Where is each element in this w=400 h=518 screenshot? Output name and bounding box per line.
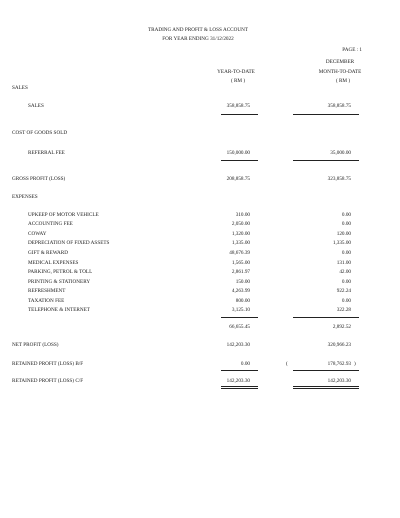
expense-ytd: 3,125.10 (231, 307, 250, 313)
referral-fee-mtd: 35,000.00 (330, 150, 351, 156)
expense-ytd: 800.00 (235, 298, 250, 304)
expense-mtd: 322.28 (336, 307, 351, 313)
expense-label: PRINTING & STATIONERY (28, 279, 91, 285)
mtd-header-month: DECEMBER (325, 59, 355, 65)
retained-bf-ytd: 0.00 (240, 361, 250, 367)
expenses-mtd-rule (293, 317, 359, 318)
sales-ytd-rule (221, 114, 258, 115)
net-profit-ytd: 142,203.30 (226, 342, 250, 348)
report-title: TRADING AND PROFIT & LOSS ACCOUNT (147, 27, 249, 33)
expense-label: MEDICAL EXPENSES (28, 260, 79, 266)
expense-mtd: 0.00 (341, 279, 351, 285)
expenses-ytd-rule (221, 317, 258, 318)
referral-fee-ytd: 150,000.00 (226, 150, 250, 156)
report-subtitle: FOR YEAR ENDING 31/12/2022 (162, 36, 234, 42)
expense-label: REFRESHMENT (28, 288, 66, 294)
page-number: PAGE : 1 (342, 47, 362, 53)
expenses-total-ytd: 66,655.45 (229, 324, 250, 330)
expense-ytd: 310.00 (235, 212, 250, 218)
expense-label: COWAY (28, 231, 47, 237)
expense-mtd: 42.00 (339, 269, 351, 275)
retained-bf-mtd: 178,762.93 (327, 361, 351, 367)
expense-label: TELEPHONE & INTERNET (28, 307, 90, 313)
gross-profit-label: GROSS PROFIT (LOSS) (12, 176, 66, 182)
cogs-heading: COST OF GOODS SOLD (12, 130, 68, 136)
expense-mtd: 1,335.00 (332, 240, 351, 246)
mtd-header: MONTH-TO-DATE (318, 69, 362, 75)
expense-mtd: 120.00 (336, 231, 351, 237)
expense-ytd: 4,263.99 (231, 288, 250, 294)
gross-profit-ytd: 208,858.75 (226, 176, 250, 182)
expense-mtd: 0.00 (341, 250, 351, 256)
net-profit-label: NET PROFIT (LOSS) (12, 342, 59, 348)
retained-bf-close-paren: ) (354, 361, 356, 367)
sales-heading: SALES (12, 85, 28, 91)
expense-mtd: 922.24 (336, 288, 351, 294)
expense-ytd: 1,320.00 (231, 231, 250, 237)
sales-mtd-rule (293, 114, 359, 115)
mtd-unit: ( RM ) (335, 78, 351, 84)
retained-cf-mtd-double-rule-top (293, 386, 359, 387)
expense-label: PARKING, PETROL & TOLL (28, 269, 93, 275)
gross-profit-mtd: 323,858.75 (327, 176, 351, 182)
sales-mtd: 358,858.75 (327, 103, 351, 109)
ytd-unit: ( RM ) (230, 78, 246, 84)
expense-label: TAXATION FEE (28, 298, 65, 304)
cogs-ytd-rule (221, 160, 258, 161)
expense-ytd: 1,335.00 (231, 240, 250, 246)
expenses-total-mtd: 2,892.52 (332, 324, 351, 330)
cogs-mtd-rule (293, 160, 359, 161)
expense-ytd: 2,861.97 (231, 269, 250, 275)
retained-cf-mtd: 142,203.30 (327, 378, 351, 384)
sales-label: SALES (28, 103, 44, 109)
retained-cf-ytd-double-rule-bottom (221, 388, 258, 389)
expense-label: DEPRECIATION OF FIXED ASSETS (28, 240, 110, 246)
retained-bf-mtd-rule (293, 370, 359, 371)
ytd-header: YEAR-TO-DATE (217, 69, 255, 75)
expense-ytd: 48,676.39 (229, 250, 250, 256)
expense-label: ACCOUNTING FEE (28, 221, 73, 227)
expense-mtd: 0.00 (341, 212, 351, 218)
retained-cf-mtd-double-rule-bottom (293, 388, 359, 389)
expenses-heading: EXPENSES (12, 194, 38, 200)
retained-cf-label: RETAINED PROFIT (LOSS) C/F (12, 378, 84, 384)
referral-fee-label: REFERRAL FEE (28, 150, 65, 156)
net-profit-mtd: 320,966.23 (327, 342, 351, 348)
sales-ytd: 358,858.75 (226, 103, 250, 109)
expense-mtd: 0.00 (341, 221, 351, 227)
expense-mtd: 131.00 (336, 260, 351, 266)
expense-mtd: 0.00 (341, 298, 351, 304)
retained-bf-open-paren: ( (286, 361, 288, 367)
expense-ytd: 1,565.00 (231, 260, 250, 266)
expense-ytd: 2,050.00 (231, 221, 250, 227)
retained-cf-ytd: 142,203.30 (226, 378, 250, 384)
expense-label: UPKEEP OF MOTOR VEHICLE (28, 212, 99, 218)
retained-bf-ytd-rule (221, 370, 258, 371)
retained-cf-ytd-double-rule-top (221, 386, 258, 387)
retained-bf-label: RETAINED PROFIT (LOSS) B/F (12, 361, 84, 367)
expense-ytd: 150.00 (235, 279, 250, 285)
expense-label: GIFT & REWARD (28, 250, 68, 256)
